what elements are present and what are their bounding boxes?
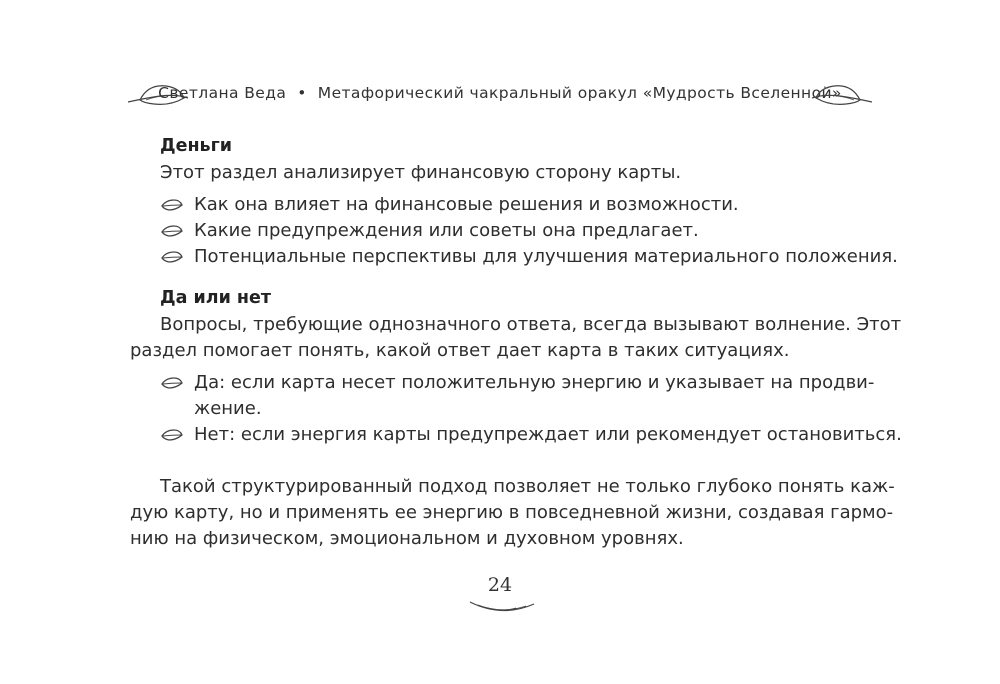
swash-ornament-icon	[468, 598, 536, 616]
leaf-icon	[160, 427, 184, 443]
header-book-title: Метафорический чакральный оракул «Мудрость Вселенной»	[317, 84, 842, 102]
list-item-text: Какие предупреждения или советы она предлагает.	[194, 220, 699, 241]
page-number: 24	[487, 574, 513, 596]
section-intro-yesno-line2: раздел помогает понять, какой ответ дает карта в таких ситуациях.	[130, 340, 790, 361]
section-heading-yesno: Да или нет	[160, 288, 272, 308]
list-item-text: Да: если карта несет положительную энергию и указывает на продви-	[194, 372, 875, 393]
list-item-text: Нет: если энергия карты предупреждает или рекомендует остановиться.	[194, 424, 902, 445]
leaf-icon	[160, 375, 184, 391]
conclusion-line1: Такой структурированный подход позволяет не только глубоко понять каж-	[160, 476, 895, 497]
list-item-text: Потенциальные перспективы для улучшения материального положения.	[194, 246, 898, 267]
list-item-text: Как она влияет на финансовые решения и возможности.	[194, 194, 739, 215]
list-item	[160, 246, 898, 267]
list-item	[160, 372, 874, 393]
leaf-icon	[160, 249, 184, 265]
list-item	[160, 194, 739, 215]
leaf-icon	[160, 223, 184, 239]
section-intro-money: Этот раздел анализирует финансовую сторону карты.	[160, 162, 682, 183]
header-separator: •	[297, 84, 307, 102]
conclusion-line3: нию на физическом, эмоциональном и духовном уровнях.	[130, 528, 684, 549]
section-heading-money: Деньги	[160, 136, 233, 156]
leaf-icon	[160, 197, 184, 213]
section-intro-yesno-line1: Вопросы, требующие однозначного ответа, всегда вызывают волнение. Этот	[160, 314, 902, 335]
list-item-continuation: жение.	[194, 398, 262, 419]
list-item	[160, 220, 699, 241]
list-item	[160, 424, 902, 445]
conclusion-line2: дую карту, но и применять ее энергию в повседневной жизни, создавая гармо-	[130, 502, 894, 523]
header-author: Светлана Веда	[158, 84, 287, 102]
